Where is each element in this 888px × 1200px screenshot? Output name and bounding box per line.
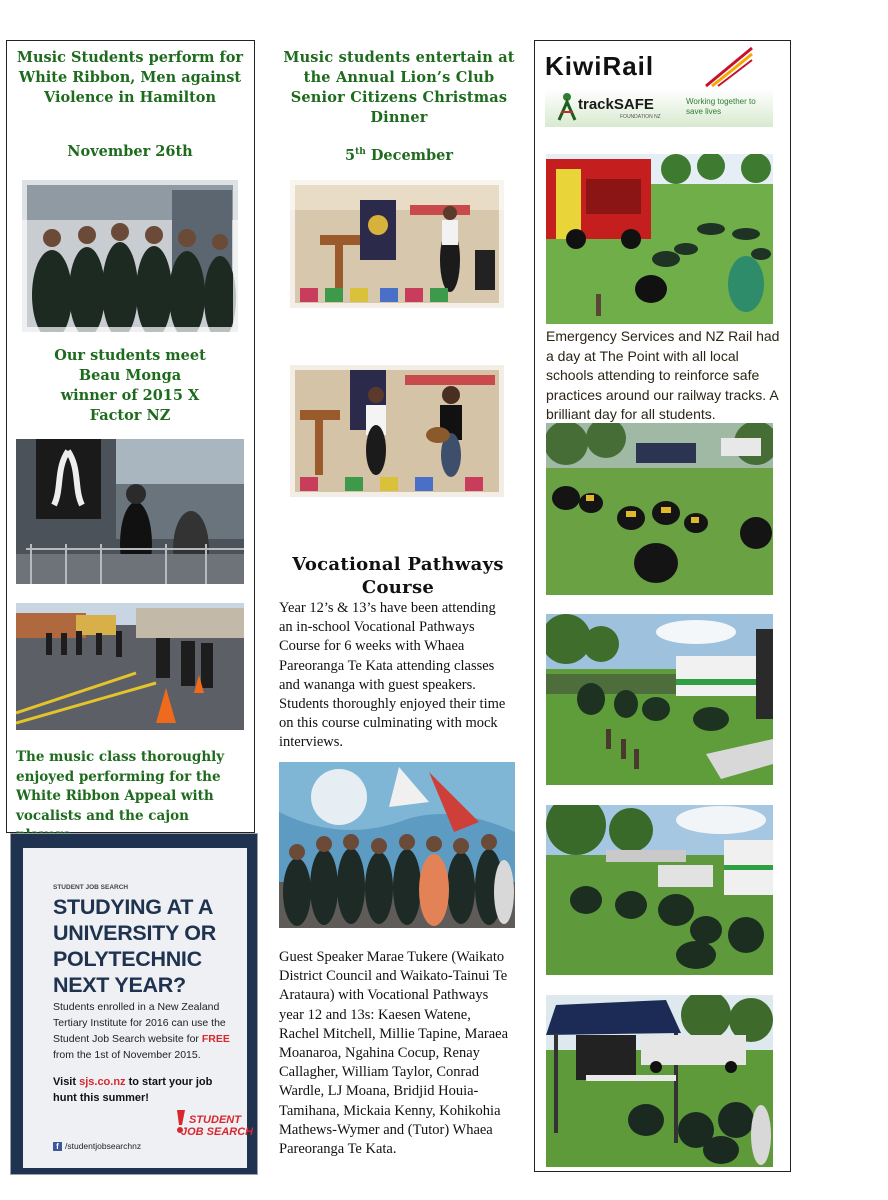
tracksafe-tagline: Working together to save lives xyxy=(686,97,756,116)
vocational-text: Year 12’s & 13’s have been attending an in-school Vocational Pathways Course for 6 weeks with Whaea Pareoranga Te Kata attending classes and wananga with guest speakers. Students thoroughly enjoyed their time on this course culminating with mock interviews. xyxy=(279,600,506,751)
fire-engine-training-photo xyxy=(546,154,773,324)
tracksafe-logo-text: trackSAFE xyxy=(578,96,654,113)
students-group-photo xyxy=(22,180,238,332)
tracksafe-foundation: FOUNDATION NZ xyxy=(620,114,661,120)
kiwirail-swoosh-icon xyxy=(704,46,754,88)
left-caption-music-class: The music class thoroughly enjoyed performing for the White Ribbon Appeal with vocalists and the cajon xyxy=(16,749,225,824)
lions-club-performance-photo-1 xyxy=(290,180,504,308)
ad-free-text: FREE xyxy=(201,1033,230,1045)
right-caption: Emergency Services and NZ Rail had a day at The Point with all local schools attending to reinforce safe practices around our railway tracks. A brilliant day for all students. xyxy=(546,328,780,422)
ad-logo-bottom: JOB SEARCH xyxy=(181,1126,254,1138)
ad-body: Students enrolled in a New Zealand Tertiary Institute for 2016 can use the Student Job Search website for FREE from the 1st of November 2015. xyxy=(53,1001,230,1061)
vocational-group-photo xyxy=(279,762,515,928)
ambulance-training-photo-2 xyxy=(546,805,773,975)
ad-visit-text: Visit sjs.co.nz to start your job hunt this summer! xyxy=(53,1076,213,1104)
vocational-title: Vocational Pathways Course xyxy=(292,554,504,598)
gazebo-information-photo xyxy=(546,995,773,1167)
guest-speaker-text: Guest Speaker Marae Tukere (Waikato District Council and Waikato-Tainui Te Arataura) with Vocational Pathways year 12 and 13s: Kaesen Watene, Rachel Mitchell, Millie Tapine, Maraea Moanaroa, Ngahina Cocup, Renay Callagher, William Taylor, Conrad Wardle, LJ Moana, Bridjid Houia-Tamihana, Mickaia Kenny, Kohikohia Mathews-Wymer and (Tutor) Whaea Pareoranga Te Kata. xyxy=(279,949,509,1158)
students-on-grass-photo xyxy=(546,423,773,595)
middle-heading: Music students entertain at the Annual Lion’s Club Senior Citizens Christmas Dinner xyxy=(283,49,515,126)
ad-kicker: STUDENT JOB SEARCH xyxy=(53,884,129,891)
carpark-performance-photo xyxy=(16,603,244,730)
left-date: November 26th xyxy=(67,143,193,160)
ad-headline: STUDYING AT A UNIVERSITY OR POLYTECHNIC NEXT YEAR? xyxy=(53,895,216,997)
ad-logo-top: STUDENT xyxy=(189,1114,241,1126)
kiwirail-logo-text: KiwiRail xyxy=(545,51,655,81)
tracksafe-logo-icon xyxy=(556,92,578,122)
lions-club-performance-photo-2 xyxy=(290,365,504,497)
left-caption-xfactor: Our students meet Beau Monga winner of 2015 X Factor NZ xyxy=(54,347,206,424)
white-ribbon-singer-photo xyxy=(16,439,244,584)
middle-date: 5th December xyxy=(344,146,454,164)
ad-social-handle[interactable]: /studentjobsearchnz xyxy=(65,1141,142,1151)
facebook-icon: f xyxy=(53,1142,62,1151)
ambulance-training-photo-1 xyxy=(546,614,773,785)
left-heading: Music Students perform for White Ribbon, Men against Violence in Hamilton xyxy=(16,49,244,106)
ad-url-link[interactable]: sjs.co.nz xyxy=(79,1076,126,1088)
student-job-search-ad[interactable] xyxy=(10,833,258,1175)
